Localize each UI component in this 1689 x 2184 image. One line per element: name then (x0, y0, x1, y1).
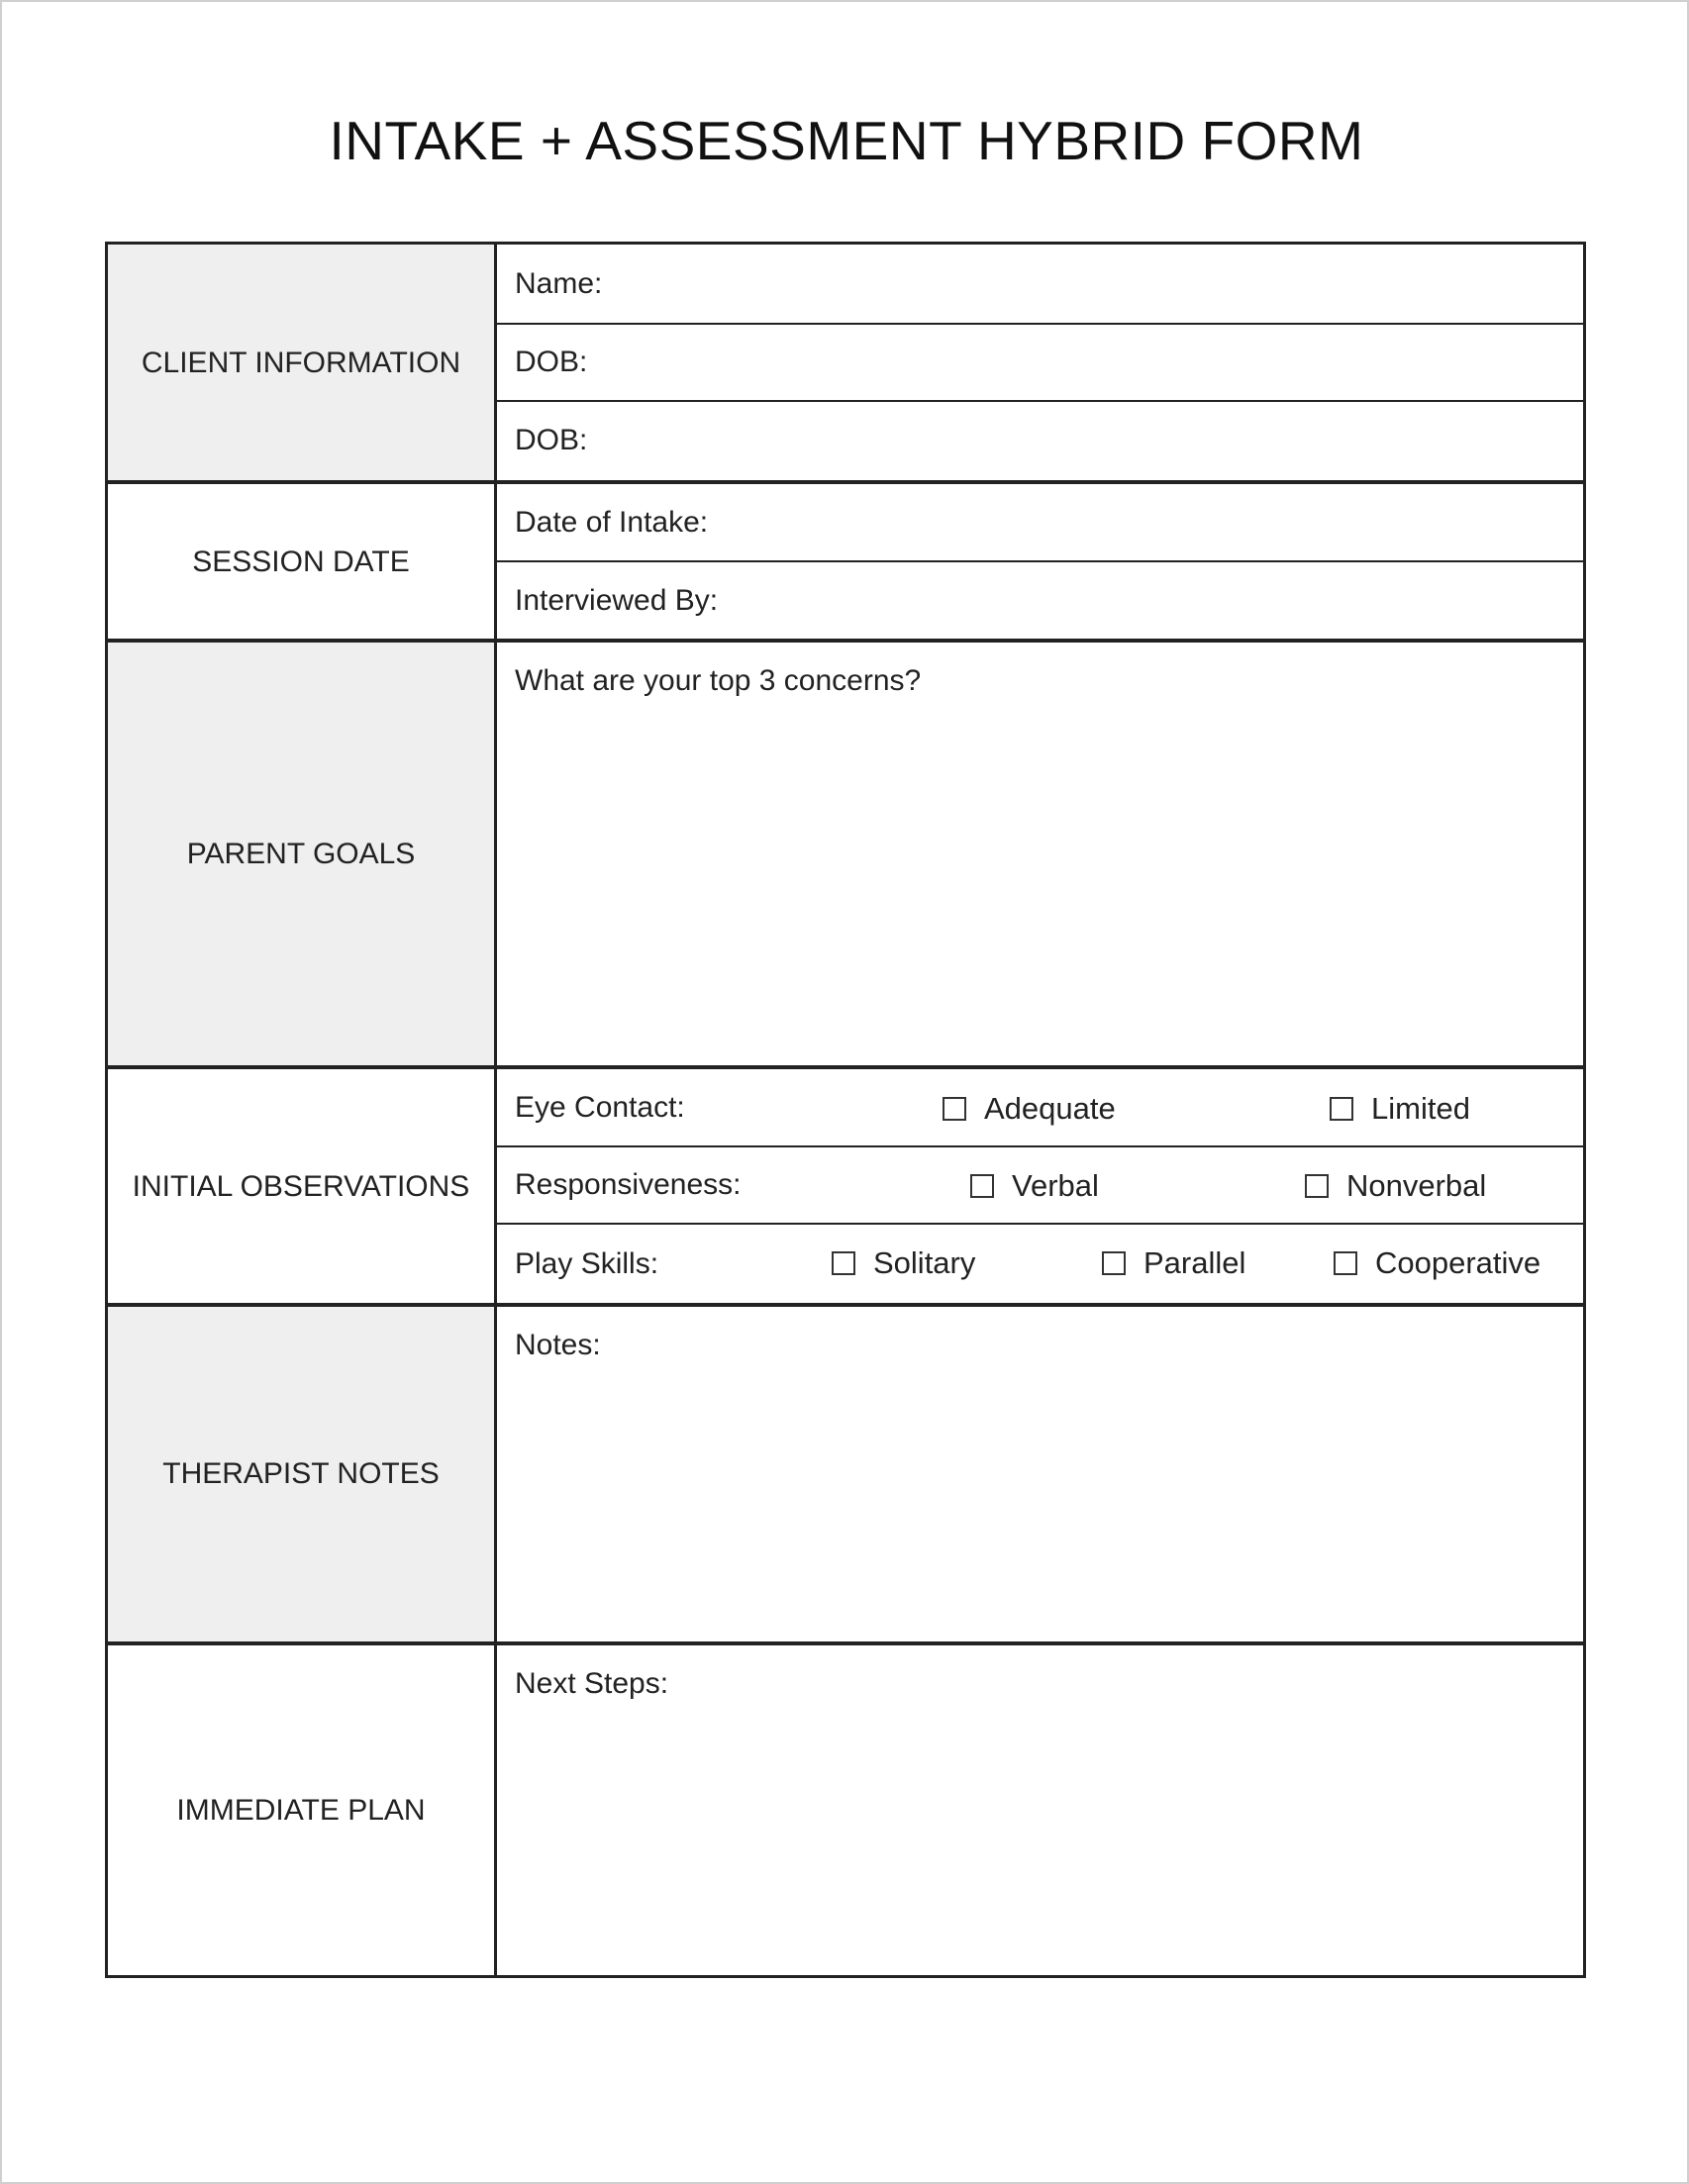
play-skills-label: Play Skills: (515, 1247, 659, 1280)
parent-goals-textarea[interactable] (497, 643, 1583, 1065)
section-label-immediate-plan: IMMEDIATE PLAN (108, 1645, 497, 1975)
name-field-label: Name: (515, 267, 603, 300)
name-field[interactable] (497, 245, 1583, 324)
section-label-initial-observations: INITIAL OBSERVATIONS (108, 1069, 497, 1305)
eye-contact-adequate-option[interactable] (943, 1091, 1116, 1127)
dob-field-label: DOB: (515, 346, 588, 378)
checkbox-icon[interactable] (1102, 1251, 1126, 1275)
initial-observations-fields (497, 1069, 1583, 1305)
section-label-session-date: SESSION DATE (108, 484, 497, 641)
checkbox-icon[interactable] (970, 1174, 994, 1198)
client-information-fields (497, 245, 1583, 482)
parent-goals-area[interactable] (497, 643, 1583, 1065)
play-skills-solitary-option[interactable] (832, 1245, 975, 1281)
section-client-information (108, 245, 1583, 482)
section-session-date (108, 484, 1583, 641)
checkbox-icon[interactable] (1334, 1251, 1357, 1275)
option-label: Adequate (984, 1091, 1116, 1126)
option-label: Parallel (1143, 1245, 1246, 1280)
intake-form-table (105, 242, 1586, 1978)
option-label: Nonverbal (1346, 1168, 1487, 1203)
dob-field-2[interactable] (497, 401, 1583, 480)
play-skills-cooperative-option[interactable] (1334, 1245, 1540, 1281)
eye-contact-label: Eye Contact: (515, 1091, 685, 1124)
section-label-parent-goals: PARENT GOALS (108, 643, 497, 1065)
interviewed-by-field[interactable] (497, 561, 1583, 641)
responsiveness-label: Responsiveness: (515, 1168, 742, 1201)
dob-field[interactable] (497, 324, 1583, 401)
session-date-fields (497, 484, 1583, 641)
dob-field-2-label: DOB: (515, 424, 588, 456)
immediate-plan-area[interactable] (497, 1645, 1583, 1975)
option-label: Solitary (873, 1245, 976, 1280)
immediate-plan-prompt: Next Steps: (515, 1667, 669, 1700)
therapist-notes-textarea[interactable] (497, 1307, 1583, 1641)
immediate-plan-textarea[interactable] (497, 1645, 1583, 1975)
section-parent-goals (108, 643, 1583, 1065)
checkbox-icon[interactable] (943, 1097, 966, 1121)
option-label: Verbal (1012, 1168, 1099, 1203)
parent-goals-prompt: What are your top 3 concerns? (515, 664, 922, 697)
responsiveness-verbal-option[interactable] (970, 1168, 1099, 1204)
therapist-notes-area[interactable] (497, 1307, 1583, 1641)
section-label-therapist-notes: THERAPIST NOTES (108, 1307, 497, 1641)
section-label-client-information: CLIENT INFORMATION (108, 245, 497, 482)
checkbox-icon[interactable] (1305, 1174, 1329, 1198)
eye-contact-limited-option[interactable] (1330, 1091, 1470, 1127)
section-immediate-plan (108, 1645, 1583, 1975)
option-label: Cooperative (1375, 1245, 1541, 1280)
section-therapist-notes (108, 1307, 1583, 1641)
section-initial-observations (108, 1069, 1583, 1305)
option-label: Limited (1371, 1091, 1470, 1126)
checkbox-icon[interactable] (832, 1251, 855, 1275)
form-title: INTAKE + ASSESSMENT HYBRID FORM (329, 110, 1364, 171)
date-of-intake-field[interactable] (497, 484, 1583, 561)
play-skills-parallel-option[interactable] (1102, 1245, 1245, 1281)
therapist-notes-prompt: Notes: (515, 1329, 601, 1361)
interviewed-by-label: Interviewed By: (515, 584, 719, 617)
date-of-intake-label: Date of Intake: (515, 506, 709, 539)
responsiveness-nonverbal-option[interactable] (1305, 1168, 1486, 1204)
checkbox-icon[interactable] (1330, 1097, 1353, 1121)
